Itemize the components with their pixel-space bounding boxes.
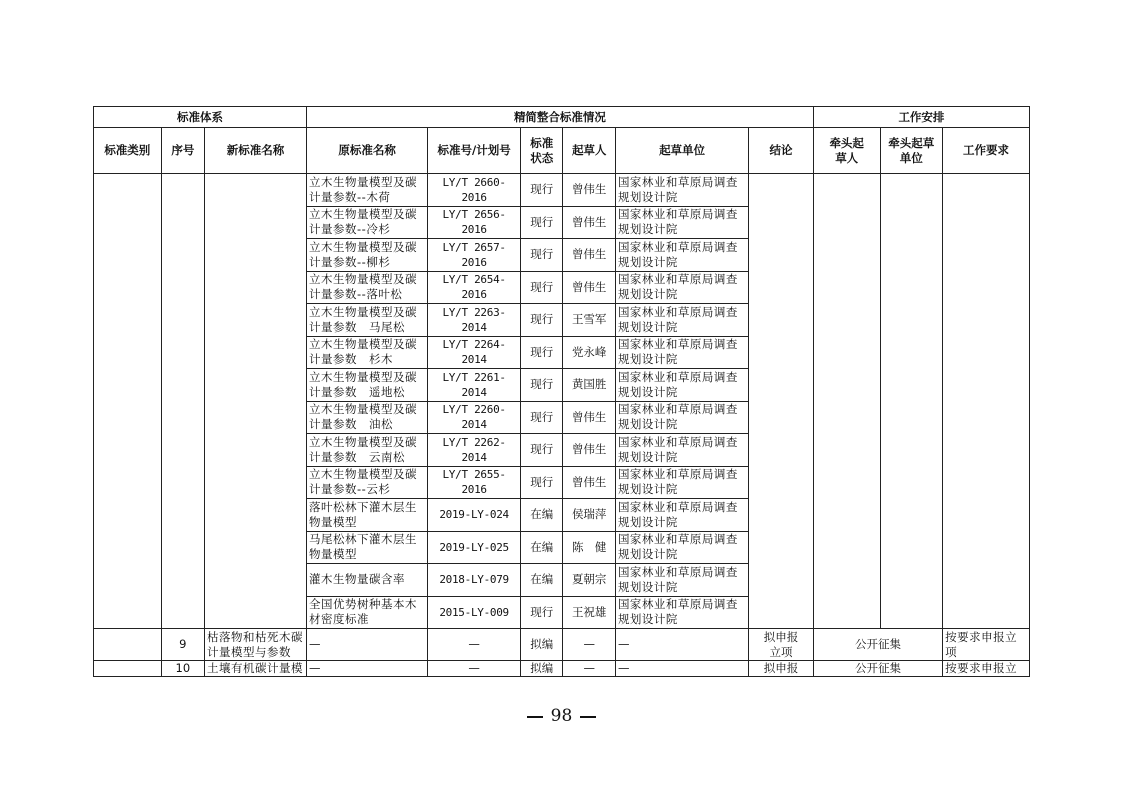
orig-name-cell: 立木生物量模型及碳计量参数--云杉 xyxy=(307,466,428,499)
col-requirement: 工作要求 xyxy=(943,128,1030,174)
table-row-9 xyxy=(94,629,1030,661)
status-cell: 现行 xyxy=(521,434,563,467)
drafter-cell: 曾伟生 xyxy=(563,239,616,272)
col-conclusion: 结论 xyxy=(749,128,814,174)
std-no-cell: LY/T 2657-2016 xyxy=(428,239,521,272)
std-no-cell: 2019-LY-025 xyxy=(428,531,521,564)
drafter-cell: 夏朝宗 xyxy=(563,564,616,597)
drafter-cell: 侯瑞萍 xyxy=(563,499,616,532)
orig-name-cell: 立木生物量模型及碳计量参数--冷杉 xyxy=(307,206,428,239)
lead-unit-cell-merged xyxy=(880,174,943,629)
unit-cell: 国家林业和草原局调查规划设计院 xyxy=(615,596,748,629)
std-no-cell: LY/T 2264-2014 xyxy=(428,336,521,369)
drafter-cell: 黄国胜 xyxy=(563,369,616,402)
new-name-cell: 枯落物和枯死木碳计量模型与参数 xyxy=(205,629,307,661)
group-standard-system: 标准体系 xyxy=(94,107,307,128)
unit-cell: 国家林业和草原局调查规划设计院 xyxy=(615,466,748,499)
status-cell: 现行 xyxy=(521,466,563,499)
unit-cell: 国家林业和草原局调查规划设计院 xyxy=(615,499,748,532)
orig-name-cell: 立木生物量模型及碳计量参数--木荷 xyxy=(307,174,428,207)
status-cell: 现行 xyxy=(521,596,563,629)
col-std-no: 标准号/计划号 xyxy=(428,128,521,174)
status-cell: 拟编 xyxy=(521,661,563,677)
unit-cell: 国家林业和草原局调查规划设计院 xyxy=(615,336,748,369)
std-no-cell: LY/T 2656-2016 xyxy=(428,206,521,239)
page-number-text: 98 xyxy=(550,706,573,726)
table-body xyxy=(94,174,1030,677)
orig-name-cell: 立木生物量模型及碳计量参数 马尾松 xyxy=(307,304,428,337)
unit-cell: 国家林业和草原局调查规划设计院 xyxy=(615,531,748,564)
std-no-cell: 2018-LY-079 xyxy=(428,564,521,597)
std-no-cell: — xyxy=(428,629,521,661)
drafter-cell: 曾伟生 xyxy=(563,434,616,467)
unit-cell: 国家林业和草原局调查规划设计院 xyxy=(615,174,748,207)
seq-cell: 9 xyxy=(161,629,204,661)
table-row xyxy=(94,174,1030,207)
status-cell: 在编 xyxy=(521,564,563,597)
col-category: 标准类别 xyxy=(94,128,162,174)
std-no-cell: 2015-LY-009 xyxy=(428,596,521,629)
unit-cell: 国家林业和草原局调查规划设计院 xyxy=(615,239,748,272)
status-cell: 现行 xyxy=(521,369,563,402)
category-cell-merged xyxy=(94,174,162,629)
orig-name-cell: 马尾松林下灌木层生物量模型 xyxy=(307,531,428,564)
drafter-cell: 曾伟生 xyxy=(563,271,616,304)
drafter-cell: 党永峰 xyxy=(563,336,616,369)
unit-cell: 国家林业和草原局调查规划设计院 xyxy=(615,401,748,434)
category-cell xyxy=(94,629,162,661)
std-no-cell: LY/T 2654-2016 xyxy=(428,271,521,304)
lead-cell: 公开征集 xyxy=(813,629,942,661)
orig-name-cell: 立木生物量模型及碳计量参数--落叶松 xyxy=(307,271,428,304)
unit-cell: 国家林业和草原局调查规划设计院 xyxy=(615,304,748,337)
col-seq: 序号 xyxy=(161,128,204,174)
std-no-cell: LY/T 2262-2014 xyxy=(428,434,521,467)
column-header-row xyxy=(94,128,1030,174)
col-orig-name: 原标准名称 xyxy=(307,128,428,174)
std-no-cell: 2019-LY-024 xyxy=(428,499,521,532)
col-drafter: 起草人 xyxy=(563,128,616,174)
unit-cell: 国家林业和草原局调查规划设计院 xyxy=(615,564,748,597)
lead-cell: 公开征集 xyxy=(813,661,942,677)
unit-cell: 国家林业和草原局调查规划设计院 xyxy=(615,434,748,467)
col-drafting-unit: 起草单位 xyxy=(615,128,748,174)
drafter-cell: 曾伟生 xyxy=(563,174,616,207)
orig-name-cell: 立木生物量模型及碳计量参数 油松 xyxy=(307,401,428,434)
group-header-row xyxy=(94,107,1030,128)
conclusion-cell-merged xyxy=(749,174,814,629)
page-dash-right xyxy=(580,716,596,718)
orig-name-cell: 灌木生物量碳含率 xyxy=(307,564,428,597)
table-row-10 xyxy=(94,661,1030,677)
drafter-cell: 陈 健 xyxy=(563,531,616,564)
drafter-cell: 王雪军 xyxy=(563,304,616,337)
orig-name-cell: 落叶松林下灌木层生物量模型 xyxy=(307,499,428,532)
col-status: 标准状态 xyxy=(521,128,563,174)
status-cell: 现行 xyxy=(521,174,563,207)
seq-cell-merged xyxy=(161,174,204,629)
group-work-arrangement: 工作安排 xyxy=(813,107,1029,128)
std-no-cell: LY/T 2655-2016 xyxy=(428,466,521,499)
status-cell: 现行 xyxy=(521,239,563,272)
unit-cell: 国家林业和草原局调查规划设计院 xyxy=(615,206,748,239)
category-cell xyxy=(94,661,162,677)
lead-drafter-cell-merged xyxy=(813,174,880,629)
standards-table xyxy=(93,106,1030,677)
orig-name-cell: — xyxy=(307,661,428,677)
std-no-cell: LY/T 2260-2014 xyxy=(428,401,521,434)
conclusion-cell: 拟申报立项 xyxy=(749,629,814,661)
status-cell: 拟编 xyxy=(521,629,563,661)
drafter-cell: 王祝雄 xyxy=(563,596,616,629)
drafter-cell: 曾伟生 xyxy=(563,206,616,239)
orig-name-cell: 立木生物量模型及碳计量参数 遥地松 xyxy=(307,369,428,402)
drafter-cell: 曾伟生 xyxy=(563,401,616,434)
requirement-cell: 按要求申报立 xyxy=(943,661,1030,677)
orig-name-cell: 立木生物量模型及碳计量参数--柳杉 xyxy=(307,239,428,272)
page-number xyxy=(0,706,1123,726)
page-dash-left xyxy=(527,716,543,718)
drafter-cell: — xyxy=(563,661,616,677)
group-consolidation-situation: 精简整合标准情况 xyxy=(307,107,814,128)
status-cell: 现行 xyxy=(521,304,563,337)
unit-cell: — xyxy=(615,629,748,661)
orig-name-cell: 全国优势树种基本木材密度标准 xyxy=(307,596,428,629)
unit-cell: 国家林业和草原局调查规划设计院 xyxy=(615,369,748,402)
orig-name-cell: 立木生物量模型及碳计量参数 杉木 xyxy=(307,336,428,369)
drafter-cell: 曾伟生 xyxy=(563,466,616,499)
std-no-cell: LY/T 2660-2016 xyxy=(428,174,521,207)
unit-cell: — xyxy=(615,661,748,677)
conclusion-cell: 拟申报 xyxy=(749,661,814,677)
requirement-cell-merged xyxy=(943,174,1030,629)
status-cell: 现行 xyxy=(521,271,563,304)
status-cell: 现行 xyxy=(521,336,563,369)
seq-cell: 10 xyxy=(161,661,204,677)
col-lead-drafter: 牵头起草人 xyxy=(813,128,880,174)
std-no-cell: — xyxy=(428,661,521,677)
status-cell: 在编 xyxy=(521,531,563,564)
std-no-cell: LY/T 2261-2014 xyxy=(428,369,521,402)
requirement-cell: 按要求申报立项 xyxy=(943,629,1030,661)
drafter-cell: — xyxy=(563,629,616,661)
status-cell: 现行 xyxy=(521,401,563,434)
unit-cell: 国家林业和草原局调查规划设计院 xyxy=(615,271,748,304)
orig-name-cell: — xyxy=(307,629,428,661)
status-cell: 现行 xyxy=(521,206,563,239)
col-new-name: 新标准名称 xyxy=(205,128,307,174)
new-name-cell-merged xyxy=(205,174,307,629)
status-cell: 在编 xyxy=(521,499,563,532)
std-no-cell: LY/T 2263-2014 xyxy=(428,304,521,337)
new-name-cell: 土壤有机碳计量模 xyxy=(205,661,307,677)
col-lead-unit: 牵头起草单位 xyxy=(880,128,943,174)
orig-name-cell: 立木生物量模型及碳计量参数 云南松 xyxy=(307,434,428,467)
